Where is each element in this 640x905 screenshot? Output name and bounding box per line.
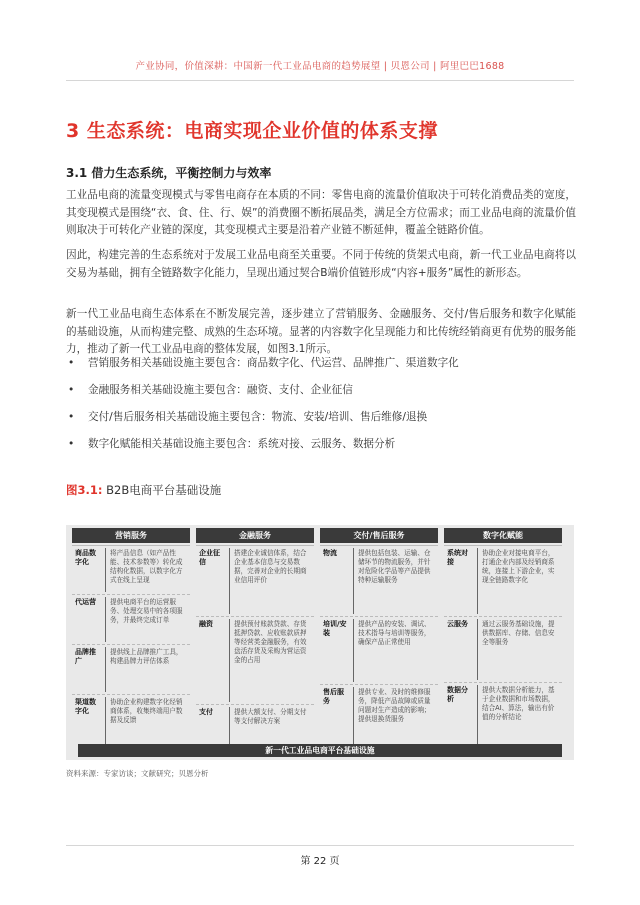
platform-base-bar: 新一代工业品电商平台基础设施 xyxy=(78,744,562,757)
row-label: 支付 xyxy=(199,708,213,716)
bullet-item-finance: • 金融服务相关基础设施主要包含：融资、支付、企业征信 xyxy=(66,382,576,409)
column-digital-enablement xyxy=(444,545,562,748)
row-description: 提供大数据分析能力，基于企业数据和市场数据，结合AI、算法，输出有价值的分析结论 xyxy=(482,686,555,721)
row-description: 协助企业对接电商平台，打通企业内部及经销商系统，连接上下游企业，实现全链路数字化 xyxy=(482,549,555,584)
diagram-row-data-analysis xyxy=(444,682,562,749)
row-label: 系统对接 xyxy=(447,549,468,566)
row-divider xyxy=(229,707,230,747)
diagram-row-brand-promotion xyxy=(72,644,190,694)
row-label: 品牌推广 xyxy=(75,648,96,665)
row-divider xyxy=(353,687,354,747)
row-description: 搭建企业诚信体系，结合企业基本信息与交易数据，完善对企业的长期商业信用评价 xyxy=(234,549,307,584)
row-label: 代运营 xyxy=(75,598,96,606)
row-label: 融资 xyxy=(199,620,213,628)
paragraph-2: 因此，构建完善的生态系统对于发展工业品电商至关重要。不同于传统的货架式电商，新一代工业品电商将以交易为基础，拥有全链路数字化能力，呈现出通过契合B端价值链形成“内容+服务”属性的新形态。 xyxy=(66,249,576,279)
diagram-row-after-sales xyxy=(320,684,438,749)
diagram-row-system-integration xyxy=(444,546,562,616)
row-description: 提供产品的安装、调试、技术指导与培训等服务，确保产品正常使用 xyxy=(358,620,431,646)
row-label: 企业征信 xyxy=(199,549,220,566)
row-label: 培训/安装 xyxy=(323,620,347,637)
row-description: 协助企业构建数字化经销商体系，收集终端用户数据及反馈 xyxy=(110,698,183,724)
row-description: 提供专业、及时的维修服务，降低产品故障或质量问题对生产造成的影响；提供退换货服务 xyxy=(358,688,431,723)
row-description: 通过云服务基础设施，提供数据库、存储、信息安全等服务 xyxy=(482,620,555,646)
bullet-list xyxy=(66,355,576,463)
column-delivery xyxy=(320,545,438,748)
row-description: 提供电商平台的运营服务、处理交易中的各项服务，并最终完成订单 xyxy=(110,598,183,624)
bullet-item-delivery: • 交付/售后服务相关基础设施主要包含：物流、安装/培训、售后维修/退换 xyxy=(66,409,576,436)
diagram-row-logistics xyxy=(320,546,438,616)
header-divider xyxy=(66,80,574,81)
row-divider xyxy=(105,697,106,747)
figure-number: 图3.1: xyxy=(66,483,103,497)
row-divider xyxy=(229,619,230,702)
row-divider xyxy=(477,619,478,680)
footer-divider xyxy=(66,845,574,846)
row-divider xyxy=(105,597,106,642)
row-description: 提供大额支付、分期支付等支付解决方案 xyxy=(234,708,307,725)
row-divider xyxy=(353,548,354,614)
column-header-marketing: 营销服务 xyxy=(72,528,190,543)
row-divider xyxy=(229,548,230,614)
running-header: 产业协同，价值深耕：中国新一代工业品电商的趋势展望 | 贝恩公司 | 阿里巴巴1688 xyxy=(135,61,505,72)
column-header-delivery: 交付/售后服务 xyxy=(320,528,438,543)
diagram-row-channel-digitalization xyxy=(72,694,190,749)
row-description: 提供线上品牌推广工具，构建品牌力评估体系 xyxy=(110,648,183,665)
row-divider xyxy=(477,685,478,747)
row-label: 云服务 xyxy=(447,620,468,628)
source-note: 资料来源：专家访谈；文献研究；贝恩分析 xyxy=(66,769,209,778)
figure-caption: B2B电商平台基础设施 xyxy=(106,483,222,497)
column-header-finance: 金融服务 xyxy=(196,528,314,543)
row-label: 渠道数字化 xyxy=(75,698,96,715)
chapter-title: 3 生态系统：电商实现企业价值的体系支撑 xyxy=(66,120,438,142)
bullet-item-marketing: • 营销服务相关基础设施主要包含：商品数字化、代运营、品牌推广、渠道数字化 xyxy=(66,355,576,382)
diagram-row-payment xyxy=(196,704,314,749)
section-title: 3.1 借力生态系统，平衡控制力与效率 xyxy=(66,166,272,180)
page-number: 第 22 页 xyxy=(300,856,340,867)
diagram-row-financing xyxy=(196,616,314,704)
row-divider xyxy=(477,548,478,614)
bullet-item-digital: • 数字化赋能相关基础设施主要包含：系统对接、云服务、数据分析 xyxy=(66,436,576,463)
diagram-row-cloud-service xyxy=(444,616,562,682)
figure-title xyxy=(66,482,221,498)
diagram-row-product-digitalization xyxy=(72,546,190,594)
paragraph-1: 工业品电商的流量变现模式与零售电商存在本质的不同：零售电商的流量价值取决于可转化消费品类的宽度，其变现模式是围绕“衣、食、住、行、娱”的消费圈不断拓展品类，满足全方位需求；而工业品电商的流量价值则取决于可转化产业链的深度，其变现模式主要是沿着产业链不断延伸，覆盖全链路价值。 xyxy=(66,189,576,237)
row-description: 提供预付账款贷款、存货抵押贷款、应收账款质押等经营类金融服务，有效盘活存货及采购为营运资金的占用 xyxy=(234,620,307,664)
infrastructure-diagram xyxy=(66,525,574,760)
row-label: 数据分析 xyxy=(447,686,468,703)
diagram-row-training-installation xyxy=(320,616,438,684)
paragraph-3: 新一代工业品电商生态体系在不断发展完善，逐步建立了营销服务、金融服务、交付/售后服务和数字化赋能的基础设施，从而构建完整、成熟的生态环境。显著的内容数字化呈现能力和比传统经销商更有优势的服务能力，推动了新一代工业品电商的整体发展，如图3.1所示。 xyxy=(66,308,576,356)
row-description: 提供包括包装、运输、仓储环节的物流服务，并针对危险化学品等产品提供特种运输服务 xyxy=(358,549,431,584)
row-divider xyxy=(105,548,106,592)
diagram-row-credit xyxy=(196,546,314,616)
row-label: 物流 xyxy=(323,549,337,557)
row-divider xyxy=(353,619,354,682)
column-marketing xyxy=(72,545,190,748)
row-label: 售后服务 xyxy=(323,688,344,705)
row-label: 商品数字化 xyxy=(75,549,96,566)
diagram-row-agency-operation xyxy=(72,594,190,644)
column-header-digital-enablement: 数字化赋能 xyxy=(444,528,562,543)
row-divider xyxy=(105,647,106,692)
row-description: 将产品信息（如产品性能、技术参数等）转化成结构化数据，以数字化方式在线上呈现 xyxy=(110,549,183,584)
column-finance xyxy=(196,545,314,748)
